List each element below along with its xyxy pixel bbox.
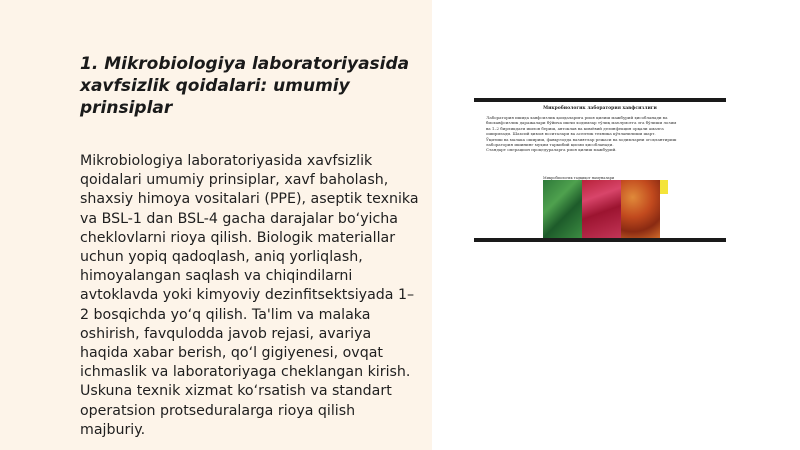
document-text	[486, 115, 708, 153]
document-line: Ўқитиш ва малака ошириш, фавқулодда вазиятлар режаси ва ходимларни огоҳлантириш	[486, 136, 677, 142]
document-line: Лаборатория ишида хавфсизлик қоидаларига риоя қилиш мажбурий ҳисобланади ва	[486, 115, 668, 120]
document-line: ва 1–2 бирликдаги ишлов бериш, автоклав ва кимёвий дезинфекция орқали амалга	[486, 125, 664, 131]
red-bacteria-photo	[582, 180, 621, 238]
slide-title: 1. Mikrobiologiya laboratoriyasida xavfsizlik qoidalari: umumiy prinsiplar	[80, 54, 410, 118]
document-line: лаборатория ишининг муҳим таркибий қисми ҳисобланади.	[486, 142, 614, 148]
document-image	[474, 98, 726, 242]
orange-cells-photo	[621, 180, 660, 238]
microbe-photos	[543, 180, 660, 238]
document-line: Стандарт операцион процедураларга риоя қилиш мажбурий.	[486, 147, 617, 153]
photo-caption: Микробиологик тадқиқот намуналари	[543, 176, 615, 180]
document-line: биохавфсизлик даражалари бўйича ишчи ходимлар тўлиқ маълумотга эга бўлиши лозим	[486, 120, 677, 126]
slide-body: Mikrobiologiya laboratoriyasida xavfsizlik qoidalari umumiy prinsiplar, xavf baholash, shaxsiy himoya vositalari (PPE), aseptik texnika va BSL-1 dan BSL-4 gacha darajalar bo‘yicha cheklovlarni rioya qilish. Biologik materiallar uchun yopiq qadoqlash, aniq yorliqlash, himoyalangan saqlash va chiqindilarni avtoklavda yoki kimyoviy dezinfitsektsiyada 1–2 bosqichda yo‘q qilish. Ta'lim va malaka oshirish, favqulodda javob rejasi, avariya haqida xabar berish, qo‘l gigiyenesi, ovqat ichmaslik va laboratoriyaga cheklangan kirish. Uskuna texnik xizmat ko‘rsatish va standart operatsion protseduralarga rioya qilish majburiy.	[80, 153, 419, 438]
document-heading: Микробиологик лаборатория хавфсизлиги	[543, 106, 657, 111]
document-line: оширилади. Шахсий ҳимоя воситалари ва асептик техника қўлланилиши шарт.	[486, 131, 656, 137]
yellow-highlight	[660, 180, 668, 194]
green-bacteria-photo	[543, 180, 582, 238]
